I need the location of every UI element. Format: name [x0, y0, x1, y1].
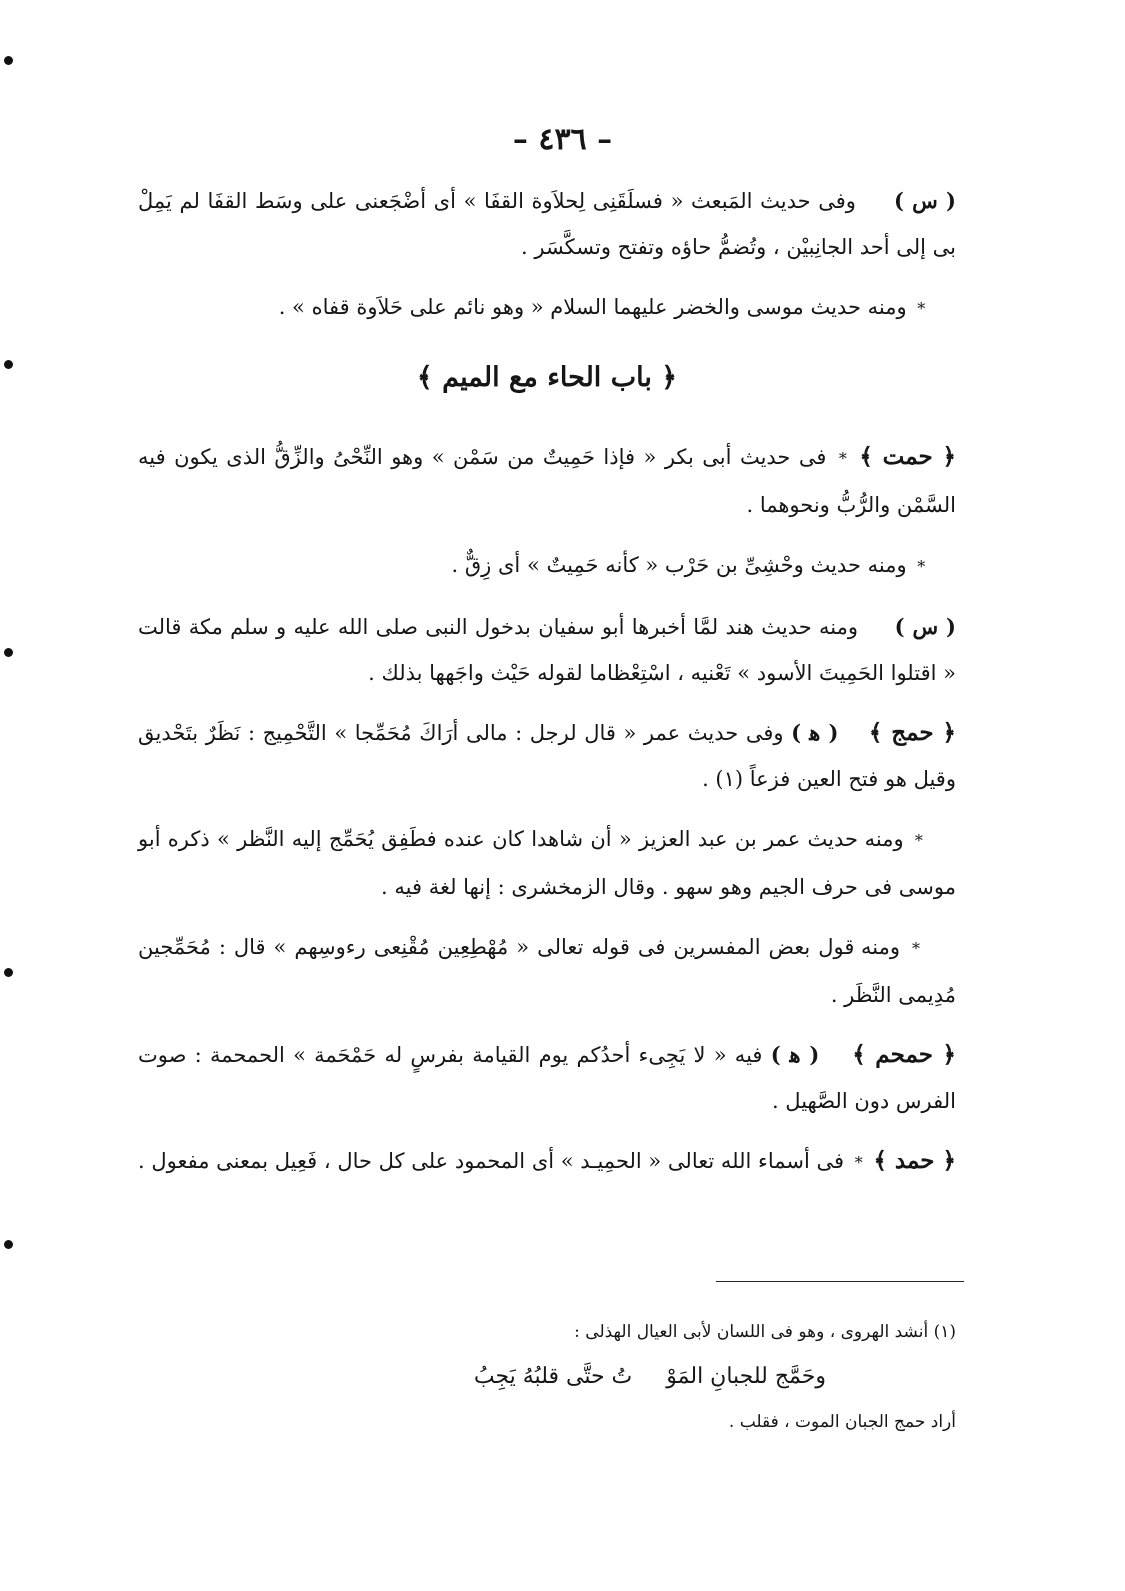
punch-hole	[4, 360, 13, 369]
source-marker: ( ﻫ )	[791, 720, 839, 745]
page-number: – ٤٣٦ –	[512, 122, 613, 157]
punch-hole	[4, 1240, 13, 1249]
entry-text: ومنه حديث عمر بن عبد العزيز « أن شاهدا كان عنده فطَفِق يُحَمِّج إليه النَّظر » ذكره أبو موسى فى حرف الجيم وهو سهو . وقال الزمخشرى : إنها لغة فيه .	[138, 827, 956, 899]
paragraph	[138, 284, 956, 332]
source-marker: ( س )	[893, 188, 956, 213]
entry	[138, 816, 956, 910]
footnote-verse	[138, 1357, 956, 1397]
entry	[138, 604, 956, 696]
source-marker: ( س )	[894, 614, 956, 639]
entry	[138, 434, 956, 528]
footnote-intro: (١) أنشد الهروى ، وهو فى اللسان لأبى العيال الهذلى :	[574, 1322, 956, 1342]
footnote-note: أراد حمج الجبان الموت ، فقلب .	[728, 1412, 956, 1432]
entry	[138, 710, 956, 802]
root-word: ﴿ حمد ﴾	[873, 1147, 956, 1174]
punch-hole	[4, 648, 13, 657]
punch-hole	[4, 968, 13, 977]
entry-text: فيه « لا يَجِىء أحدُكم يوم القيامة بفرسٍ له حَمْحَمة » الحمحمة : صوت الفرس دون الصَّهيل .	[138, 1043, 956, 1113]
star-marker: *	[917, 299, 926, 318]
paragraph	[138, 178, 956, 270]
root-word: ﴿ حمج ﴾	[868, 719, 956, 746]
paragraph-text: وفى حديث المَبعث « فسلَقَنِى لِحلاَوة القفَا » أى أضْجَعنى على وسَط القفَا لم يَمِلْ بى إلى أحد الجانِبيْن ، وتُضمُّ حاؤه وتفتح وتسكَّسَر .	[138, 189, 956, 259]
entry	[138, 1138, 956, 1186]
main-text	[138, 178, 956, 1200]
source-marker: ( ﻫ )	[770, 1042, 820, 1067]
star-marker: *	[917, 557, 926, 576]
entry-text: وفى حديث عمر « قال لرجل : مالى أرَاكَ مُحَمِّجا » التَّحْمِيج : نَظَرٌ بتَحْديق وقيل هو فتح العين فزعاً (١) .	[138, 721, 956, 791]
root-word: ﴿ حمحم ﴾	[852, 1041, 956, 1068]
footnotes	[138, 1315, 956, 1439]
entry	[138, 924, 956, 1018]
entry-text: ومنه حديث هند لمَّا أخبرها أبو سفيان بدخول النبى صلى الله عليه و سلم مكة قالت « اقتلوا الحَمِيتَ الأسود » تَعْنيه ، اسْتِعْظاما لقوله حَيْث واجَهها بذلك .	[138, 615, 956, 685]
star-marker: *	[912, 939, 921, 958]
chapter-heading: ﴿ باب الحاء مع الميم ﴾	[416, 362, 678, 393]
punch-hole	[4, 56, 13, 65]
star-marker: *	[914, 831, 923, 850]
verse-first-hemistich: وحَمَّج للجبانِ المَوْ	[666, 1364, 826, 1389]
verse-second-hemistich: تُ حتَّى قلبُهُ يَجِبُ	[473, 1364, 633, 1389]
entry-text: فى أسماء الله تعالى « الحمِيـد » أى المحمود على كل حال ، فَعِيل بمعنى مفعول .	[138, 1149, 845, 1173]
footnote-separator	[716, 1281, 964, 1282]
star-marker: *	[838, 449, 847, 468]
entry	[138, 1032, 956, 1124]
root-word: ﴿ حمت ﴾	[859, 443, 956, 470]
entry	[138, 542, 956, 590]
star-marker: *	[854, 1153, 863, 1172]
entry-text: ومنه قول بعض المفسرين فى قوله تعالى « مُهْطِعِين مُقْنِعى رءوسِهم » قال : مُحَمِّجين مُدِيمى النَّظَر .	[138, 935, 956, 1007]
entry-text: ومنه حديث وحْشِىِّ بن حَرْب « كأنه حَمِيتٌ » أى زِقٌّ .	[451, 553, 907, 577]
paragraph-text: ومنه حديث موسى والخضر عليهما السلام « وهو نائم على حَلاَوة قفاه » .	[278, 295, 907, 319]
entry-text: فى حديث أبى بكر « فإذا حَمِيتٌ من سَمْن » وهو النِّحْىُ والزِّقُّ الذى يكون فيه السَّمْن والرُّبُّ ونحوهما .	[138, 445, 956, 517]
